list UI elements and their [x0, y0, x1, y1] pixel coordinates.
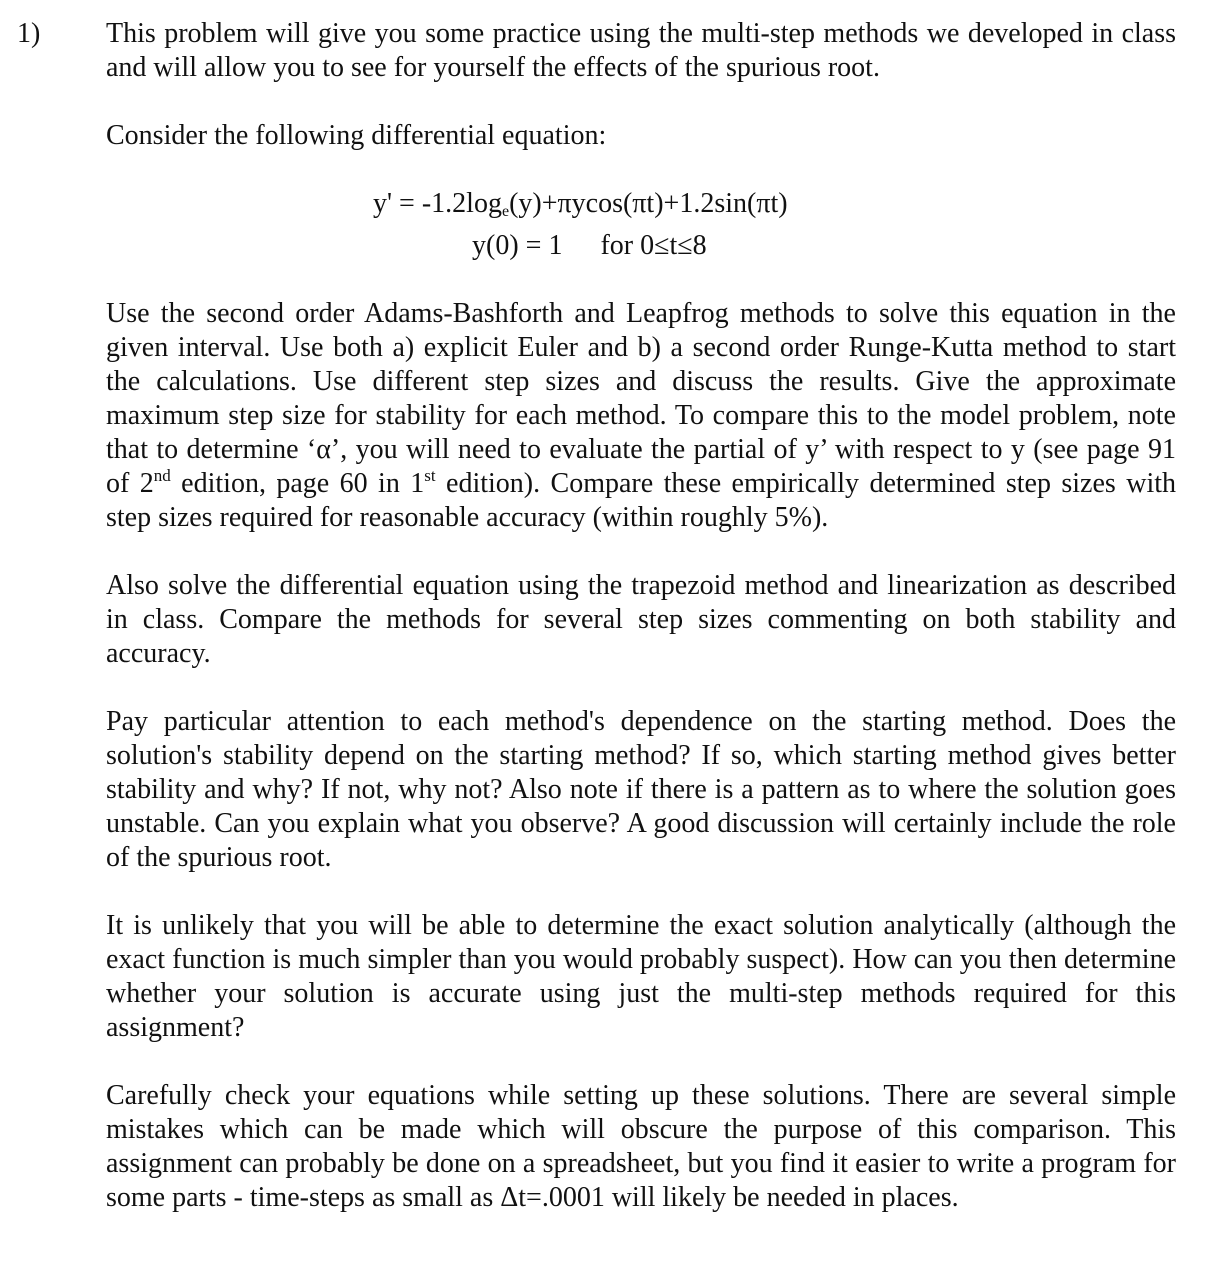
consider-paragraph: Consider the following differential equation: — [106, 120, 607, 151]
methods-paragraph — [106, 297, 1176, 535]
equation-prefix: y' = -1.2log — [373, 188, 502, 219]
ordinal-superscript-nd: nd — [153, 466, 171, 485]
methods-text-part3: edition). Compare these empirically determined step sizes with step sizes required for reasonable accuracy (within roughly 5%). — [106, 468, 1176, 533]
trapezoid-paragraph: Also solve the differential equation using the trapezoid method and linearization as described in class. Compare the methods for several step sizes commenting on both stability and accuracy. — [106, 570, 1176, 669]
methods-text-part2: edition, page 60 in 1 — [170, 468, 425, 499]
equation-line — [106, 187, 1176, 229]
ordinal-superscript-st: st — [424, 466, 436, 485]
log-base-subscript: e — [501, 203, 510, 220]
equation-suffix: (y)+πycos(πt)+1.2sin(πt) — [509, 188, 788, 219]
problem-body — [106, 17, 1176, 1215]
exact-solution-paragraph: It is unlikely that you will be able to determine the exact solution analytically (although the exact function is much simpler than you would probably suspect). How can you then determine whether your solution is accurate using just the multi-step methods required for this assignment? — [106, 910, 1176, 1043]
initial-condition: y(0) = 1 — [472, 230, 563, 261]
intro-paragraph: This problem will give you some practice using the multi-step methods we developed in class and will allow you to see for yourself the effects of the spurious root. — [106, 18, 1176, 83]
domain-condition: for 0≤t≤8 — [600, 230, 707, 261]
check-equations-paragraph: Carefully check your equations while setting up these solutions. There are several simple mistakes which can be made which will obscure the purpose of this comparison. This assignment can probably be done on a spreadsheet, but you find it easier to write a program for some parts - time-steps as small as Δt=.0001 will likely be needed in places. — [106, 1080, 1176, 1213]
problem-number: 1) — [17, 18, 41, 49]
starting-method-paragraph: Pay particular attention to each method's dependence on the starting method. Does the solution's stability depend on the starting method? If so, which starting method gives better stability and why? If not, why not? Also note if there is a pattern as to where the solution goes unstable. Can you explain what you observe? A good discussion will certainly include the role of the spurious root. — [106, 706, 1176, 873]
methods-text-part1: Use the second order Adams-Bashforth and Leapfrog methods to solve this equation in the given interval. Use both a) explicit Euler and b) a second order Runge-Kutta method to start the calculations. Use different step sizes and discuss the results. Give the approximate maximum step size for stability for each method. To compare this to the model problem, note that to determine ‘α’, you will need to evaluate the partial of y’ with respect to y (see page 91 of 2 — [106, 298, 1176, 499]
initial-condition-line — [106, 229, 1176, 263]
differential-equation — [106, 187, 1176, 263]
